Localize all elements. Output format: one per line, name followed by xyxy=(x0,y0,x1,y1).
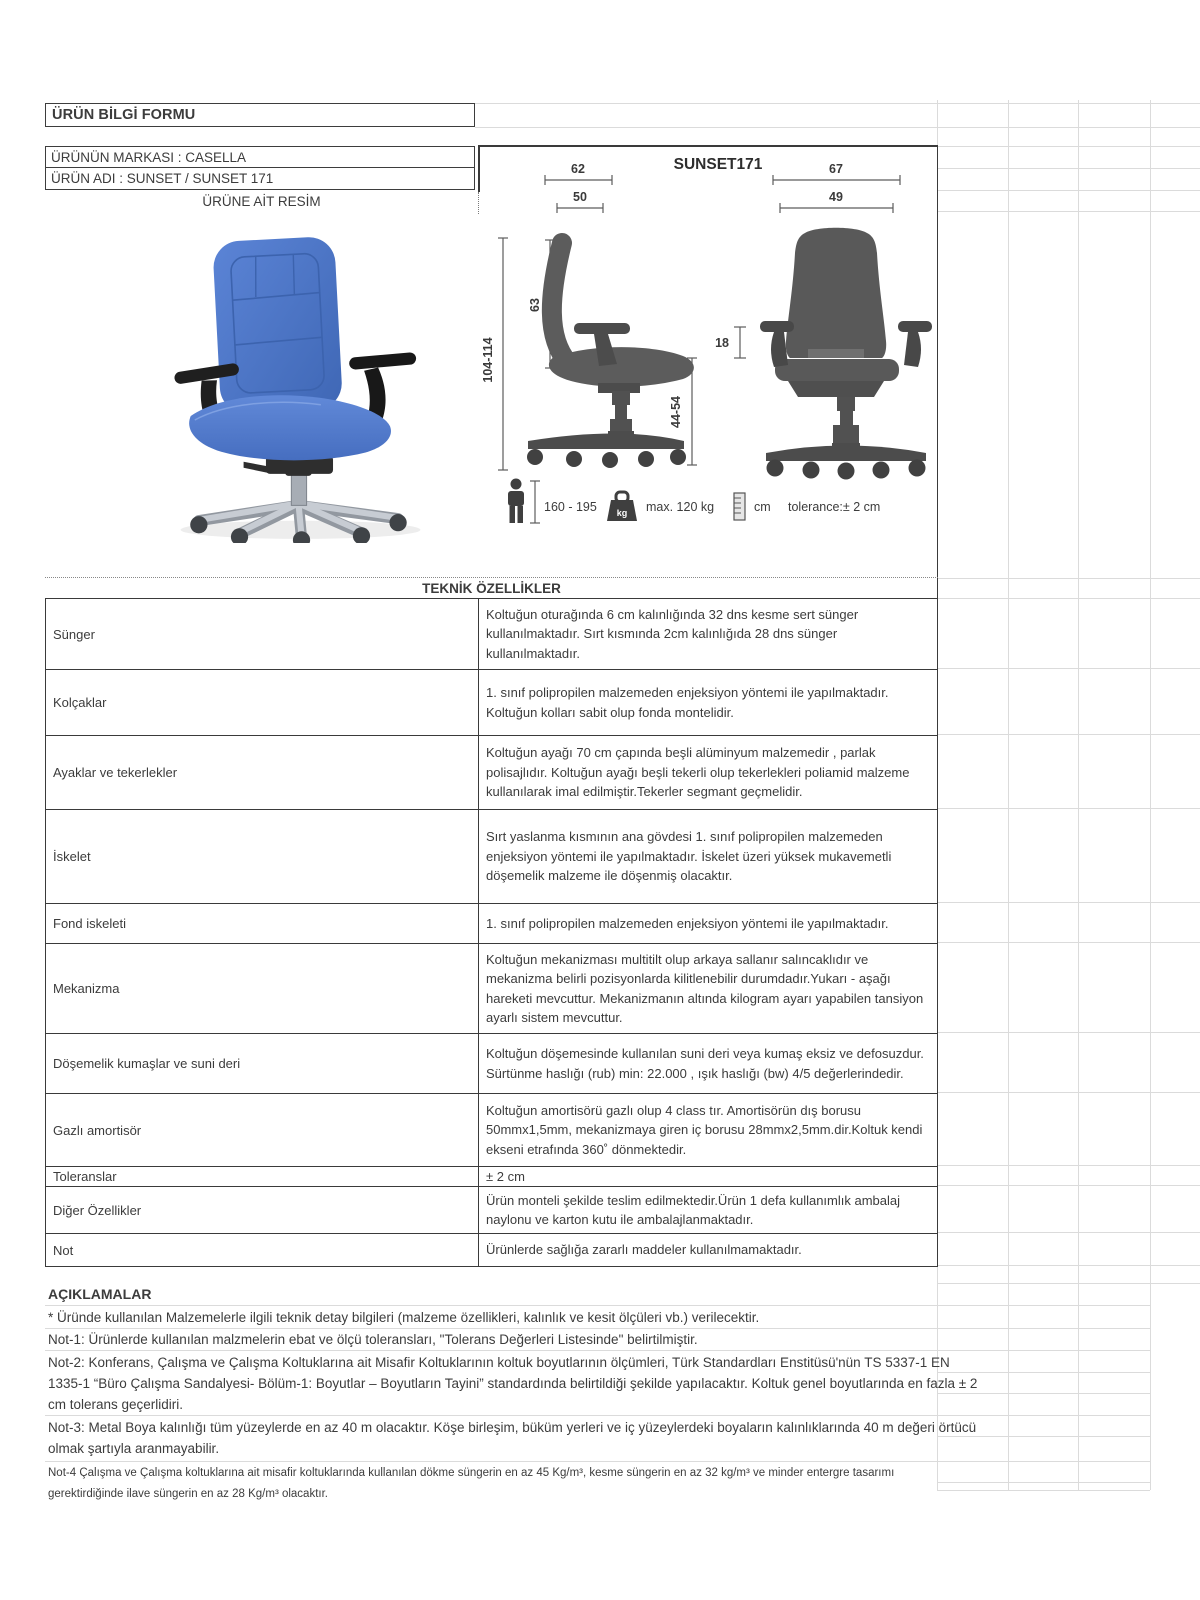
spec-label: Fond iskeleti xyxy=(53,916,126,931)
spec-label: Diğer Özellikler xyxy=(53,1202,142,1218)
product-name-row: ÜRÜN ADI : SUNSET / SUNSET 171 xyxy=(45,167,475,190)
spec-value: Koltuğun mekanizması multitilt olup arkaya sallanır salıncaklıdır ve mekanizma belirli pozisyonlarda kilitlenebilir durumdadır.Yukarı - aşağı hareketi mevcuttur. Mekanizmanın altında kilogram ayarı yapabilen tansiyon ayarlı sistem mevcuttur. xyxy=(478,944,937,1033)
image-section-header: ÜRÜNE AİT RESİM xyxy=(202,193,321,209)
table-row xyxy=(46,669,937,735)
spec-value: Koltuğun döşemesinde kullanılan suni deri veya kumaş eksiz ve defosuzdur. Sürtünme haslığı (rub) min: 22.000 , ışık haslığı (bw) 4/5 değerlerindedir. xyxy=(478,1034,937,1093)
table-row xyxy=(46,1033,937,1093)
max-weight-label: max. 120 kg xyxy=(646,500,715,514)
spec-value: Koltuğun amortisörü gazlı olup 4 class tır. Amortisörün dış borusu 50mmx1,5mm, mekanizmaya giren iç borusu 28mmx2,5mm.dir.Koltuk kendi ekseni etrafında 360˚ dönmektedir. xyxy=(478,1094,937,1166)
spec-value: 1. sınıf polipropilen malzemeden enjeksiyon yöntemi ile yapılmaktadır. Koltuğun kolları sabit olup fonda montelidir. xyxy=(478,670,937,735)
table-row xyxy=(46,1166,937,1186)
spec-value: ± 2 cm xyxy=(478,1167,937,1186)
spec-label: Kolçaklar xyxy=(53,695,107,710)
table-row xyxy=(46,599,937,669)
gas-cylinder xyxy=(291,473,306,506)
table-row xyxy=(46,943,937,1033)
table-row xyxy=(46,735,937,809)
drawing-model-label: SUNSET171 xyxy=(673,156,763,173)
ruler-icon xyxy=(734,493,745,520)
table-row xyxy=(46,1093,937,1166)
chair-backrest xyxy=(212,236,343,415)
brand-row: ÜRÜNÜN MARKASI : CASELLA xyxy=(45,146,475,168)
weight-kg-icon xyxy=(607,492,637,521)
spec-label: Ayaklar ve tekerlekler xyxy=(53,765,178,780)
person-height-icon xyxy=(508,479,524,524)
spec-value: Sırt yaslanma kısmının ana gövdesi 1. sınıf polipropilen malzemeden enjeksiyon yöntemi ile yapılmaktadır. İskelet üzeri yüksek mukavemetli döşemelik malzeme ile döşenmiş olacaktır. xyxy=(478,810,937,903)
spec-value: Ürünlerde sağlığa zararlı maddeler kullanılmamaktadır. xyxy=(478,1234,937,1266)
dim-49-label: 49 xyxy=(829,190,843,204)
table-row xyxy=(46,903,937,943)
spec-label: Sünger xyxy=(53,626,95,642)
side-view-chair-silhouette xyxy=(527,243,694,468)
notes-header: AÇIKLAMALAR xyxy=(48,1286,152,1302)
spec-value: Koltuğun ayağı 70 cm çapında beşli alüminyum malzemedir , parlak polisajlıdır. Koltuğun ayağı beşli tekerli olup tekerlekleri poliamid malzeme kullanılarak imal edilmiştir.Tekerler segmant geçmelidir. xyxy=(478,736,937,809)
dim-62-label: 62 xyxy=(571,162,585,176)
table-row xyxy=(46,1233,937,1266)
spec-label: Mekanizma xyxy=(53,981,120,996)
note-item: Not-2: Konferans, Çalışma ve Çalışma Koltuklarına ait Misafir Koltuklarının koltuk boyutlarının ölçümleri, Türk Standardları Enstitüsü'nün TS 5337-1 EN 1335-1 “Büro Çalışma Sandalyesi- Bölüm-1: Boyutlar – Boyutların Tayini” standardında belirtildiği şekilde yapılacaktır. Koltuk genel boyutlarında en fazla ± 2 cm tolerans geçerlidiri. xyxy=(48,1355,978,1412)
kg-icon-label: kg xyxy=(616,508,628,518)
note-item: Not-3: Metal Boya kalınlığı tüm yüzeylerde en az 40 m olacaktır. Köşe birleşim, büküm yerleri ve iç yüzeylerdeki boyaların kalınlıklarında 40 m değeri örtücü olmak şartıyla aranmayabilir. xyxy=(48,1420,977,1456)
dim-63-label: 63 xyxy=(528,298,542,312)
unit-label: cm xyxy=(754,500,771,514)
spec-label: Gazlı amortisör xyxy=(53,1122,142,1138)
dim-104-114-label: 104-114 xyxy=(481,337,495,383)
note-item: Not-4 Çalışma ve Çalışma koltuklarına ait misafir koltuklarında kullanılan dökme süngerin en az 45 Kg/m³, kesme süngerin en az 32 kg/m³ ve minder entergre tasarımı gerektirdiğinde ilave süngerin en az 28 Kg/m³ olacaktır. xyxy=(48,1467,895,1500)
form-title: ÜRÜN BİLGİ FORMU xyxy=(45,103,475,127)
spec-table-header: TEKNİK ÖZELLİKLER xyxy=(45,577,938,598)
spec-value: Koltuğun oturağında 6 cm kalınlığında 32 dns kesme sert sünger kullanılmaktadır. Sırt kısmında 2cm kalınlığıda 28 dns sünger kullanılmaktadır. xyxy=(478,599,937,669)
spec-label: Toleranslar xyxy=(53,1169,117,1184)
technical-drawing xyxy=(478,145,937,570)
dim-18-label: 18 xyxy=(715,336,729,350)
chair-seat xyxy=(189,395,391,460)
user-height-label: 160 - 195 xyxy=(544,500,597,514)
spec-label: Döşemelik kumaşlar ve suni deri xyxy=(53,1056,241,1071)
dim-50-label: 50 xyxy=(573,190,587,204)
note-item: Not-1: Ürünlerde kullanılan malzmelerin ebat ve ölçü toleransları, "Tolerans Değerleri Listesinde" belirtilmiştir. xyxy=(48,1332,698,1347)
table-row xyxy=(46,809,937,903)
dim-44-54-label: 44-54 xyxy=(669,396,683,428)
spec-table xyxy=(45,598,938,1267)
spec-label: İskelet xyxy=(53,849,91,864)
product-chair-image xyxy=(148,233,453,543)
table-row xyxy=(46,1186,937,1233)
spec-label: Not xyxy=(53,1242,74,1258)
dim-67-label: 67 xyxy=(829,162,843,176)
front-view-chair-silhouette xyxy=(760,228,932,480)
spec-value: Ürün monteli şekilde teslim edilmektedir.Ürün 1 defa kullanımlık ambalaj naylonu ve karton kutu ile ambalajlanmaktadır. xyxy=(478,1187,937,1233)
note-item: * Üründe kullanılan Malzemelerle ilgili teknik detay bilgileri (malzeme özellikleri, kalınlık ve kesit ölçüleri vb.) verilecektir. xyxy=(48,1310,760,1325)
spec-value: 1. sınıf polipropilen malzemeden enjeksiyon yöntemi ile yapılmaktadır. xyxy=(478,904,937,943)
tolerance-label: tolerance:± 2 cm xyxy=(788,500,881,514)
